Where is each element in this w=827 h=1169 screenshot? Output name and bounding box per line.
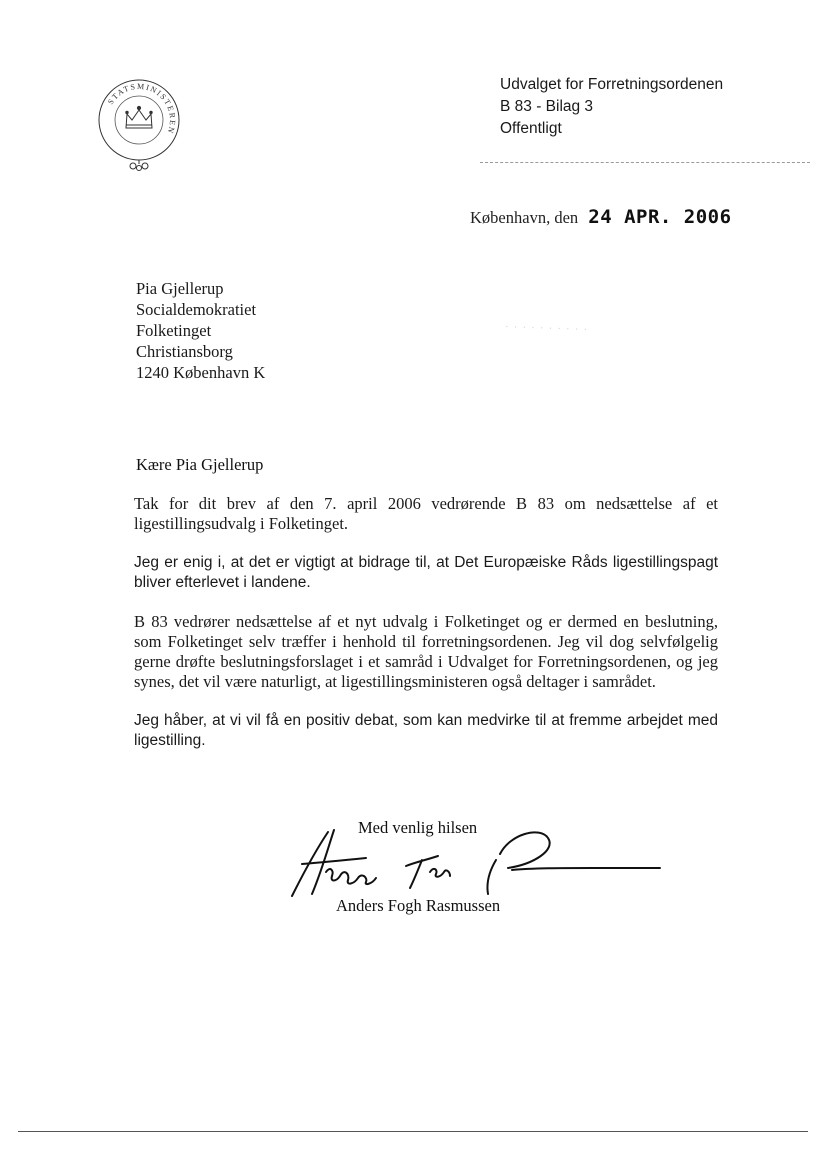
- paragraph-3: B 83 vedrører nedsættelse af et nyt udvalg i Folketinget og er dermed en beslutning, som Folketinget selv træffer i henhold til forretningsordenen. Jeg vil dog selvfølgelig gerne drøfte beslutningsforslaget i et samråd i Udvalget for Forretningsordenen, og jeg synes, det vil være naturligt, at ligestillingsministeren også deltager i samrådet.: [134, 612, 718, 691]
- stamp-divider: [480, 162, 810, 163]
- stamp-case-number: B 83 - Bilag 3: [500, 98, 594, 115]
- closing-phrase: Med venlig hilsen: [358, 818, 478, 837]
- crown-icon: [126, 106, 152, 128]
- date-stamp: 24 APR. 2006: [588, 206, 732, 228]
- paragraph-4: Jeg håber, at vi vil få en positiv debat, som kan medvirke til at fremme arbejdet med ligestilling.: [134, 712, 718, 749]
- registration-stamp: [500, 74, 723, 140]
- salutation: Kære Pia Gjellerup: [136, 455, 264, 474]
- recipient-name: Pia Gjellerup: [136, 279, 224, 298]
- recipient-institution: Folketinget: [136, 321, 212, 340]
- recipient-building: Christiansborg: [136, 342, 233, 361]
- paragraph-2: Jeg er enig i, at det er vigtigt at bidrage til, at Det Europæiske Råds ligestillingspagt bliver efterlevet i landene.: [134, 554, 718, 591]
- handwritten-signature: [286, 820, 666, 908]
- recipient-party: Socialdemokratiet: [136, 300, 257, 319]
- dateline-place: København, den: [470, 208, 579, 227]
- svg-text:STATSMINISTEREN: STATSMINISTEREN: [105, 81, 178, 136]
- stamp-committee: Udvalget for Forretningsordenen: [500, 76, 724, 93]
- recipient-address: [136, 278, 265, 383]
- letter-body: [134, 494, 718, 770]
- stamp-status: Offentligt: [500, 120, 562, 137]
- signer-name: Anders Fogh Rasmussen: [336, 896, 501, 915]
- dateline: [470, 206, 732, 228]
- royal-seal-logo: [96, 76, 182, 172]
- faint-stamp-mark: · · · · · · · · · ·: [504, 320, 589, 336]
- recipient-postal-address: 1240 København K: [136, 363, 266, 382]
- footer-divider: [18, 1131, 808, 1132]
- paragraph-1: Tak for dit brev af den 7. april 2006 vedrørende B 83 om nedsættelse af et ligestillingsudvalg i Folketinget.: [134, 494, 718, 533]
